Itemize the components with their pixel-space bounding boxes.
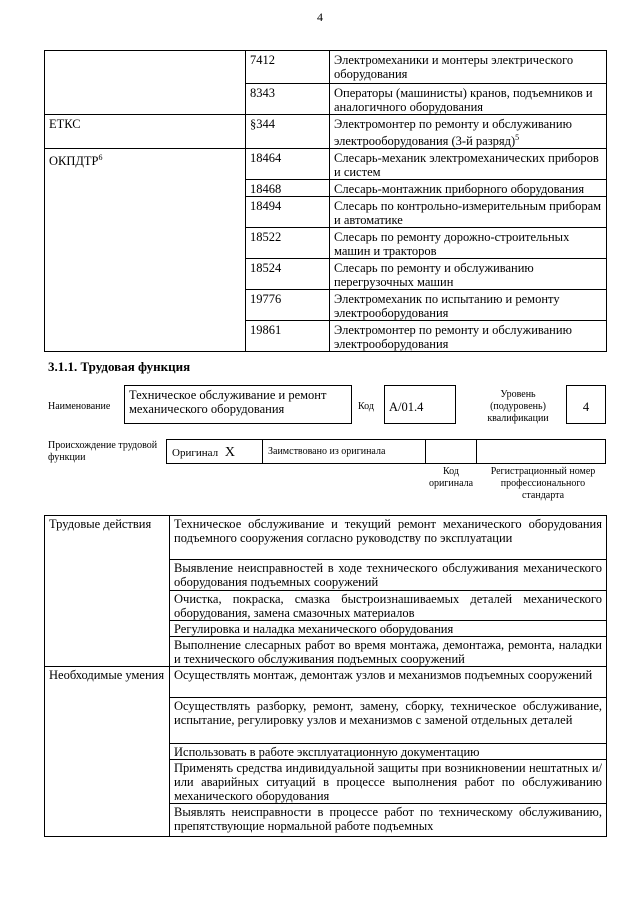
level-label: Уровень (подуровень) квалификации — [487, 389, 549, 424]
page-number: 4 — [317, 10, 323, 24]
skills-label: Необходимые умения — [45, 667, 170, 837]
code-cell: 18468 — [246, 180, 330, 197]
table-row — [45, 149, 607, 180]
skill-item: Выявлять неисправности в процессе работ по техническому обслуживанию, препятствующие нормальной работе подъемных — [170, 804, 607, 837]
code-cell: 18522 — [246, 228, 330, 259]
labor-action-item: Техническое обслуживание и текущий ремонт механического оборудования подъемного сооружения согласно руководству по эксплуатации — [170, 516, 607, 560]
name-cell: Слесарь-монтажник приборного оборудования — [330, 180, 607, 197]
origin-divider-2 — [476, 439, 477, 464]
labor-action-item: Выполнение слесарных работ во время монтажа, демонтажа, ремонта, наладки и технического обслуживания подъемных сооружений — [170, 637, 607, 667]
name-cell: Слесарь по контрольно-измерительным приборам и автоматике — [330, 197, 607, 228]
code-cell: §344 — [246, 115, 330, 149]
code-cell: 18464 — [246, 149, 330, 180]
code-cell: 19776 — [246, 290, 330, 321]
level-box: 4 — [566, 385, 606, 424]
name-cell: Слесарь-механик электромеханических приборов и систем — [330, 149, 607, 180]
reg-number-caption: Регистрационный номер профессионального стандарта — [490, 466, 596, 501]
classifier-cell: ЕТКС — [45, 115, 246, 149]
code-cell: 18524 — [246, 259, 330, 290]
table-row — [45, 51, 607, 84]
labor-action-item: Очистка, покраска, смазка быстроизнашиваемых деталей механического оборудования, замена смазочных материалов — [170, 591, 607, 621]
skill-item: Осуществлять разборку, ремонт, замену, сборку, техническое обслуживание, испытание, регулировку узлов и механизмов с заменой отдельных деталей — [170, 698, 607, 744]
code-cell: 8343 — [246, 84, 330, 115]
classifier-cell — [45, 149, 246, 352]
name-cell: Слесарь по ремонту дорожно-строительных машин и тракторов — [330, 228, 607, 259]
table-row — [45, 667, 607, 698]
code-cell: 18494 — [246, 197, 330, 228]
code-label: Код — [358, 401, 374, 412]
name-cell: Слесарь по ремонту и обслуживанию перегрузочных машин — [330, 259, 607, 290]
footnote-mark: 6 — [98, 153, 103, 163]
table-row — [45, 516, 607, 560]
details-table — [44, 515, 607, 837]
table-row — [45, 115, 607, 149]
function-name-box: Техническое обслуживание и ремонт механического оборудования — [124, 385, 352, 424]
name-cell: Электромеханик по испытанию и ремонту электрооборудования — [330, 290, 607, 321]
orig-code-caption: Код оригинала — [428, 466, 474, 489]
original-label: Оригинал — [172, 447, 219, 459]
labor-actions-label: Трудовые действия — [45, 516, 170, 667]
function-code-box: A/01.4 — [384, 385, 456, 424]
skill-item: Применять средства индивидуальной защиты при возникновении нештатных и/или аварийных ситуаций в процессе выполнения работ по обслуживанию механического оборудования — [170, 760, 607, 804]
code-cell: 7412 — [246, 51, 330, 84]
code-cell: 19861 — [246, 321, 330, 352]
name-text: Электромонтер по ремонту и обслуживанию электрооборудования (3-й разряд) — [334, 117, 572, 149]
footnote-mark: 5 — [515, 133, 520, 142]
name-cell: Электромеханики и монтеры электрического оборудования — [330, 51, 607, 84]
name-cell: Электромонтер по ремонту и обслуживанию электрооборудования — [330, 321, 607, 352]
section-title: 3.1.1. Трудовая функция — [48, 359, 191, 374]
classifier-text: ОКПДТР — [49, 154, 99, 169]
labor-action-item: Выявление неисправностей в ходе технического обслуживания механического оборудования подъемных сооружений — [170, 560, 607, 591]
skill-item: Использовать в работе эксплуатационную документацию — [170, 744, 607, 760]
original-mark: X — [224, 445, 235, 460]
borrowed-label: Заимствовано из оригинала — [268, 446, 386, 457]
origin-label: Происхождение трудовой функции — [48, 440, 158, 463]
name-cell: Операторы (машинисты) кранов, подъемников и аналогичного оборудования — [330, 84, 607, 115]
name-cell — [330, 115, 607, 149]
name-label: Наименование — [48, 401, 111, 412]
labor-action-item: Регулировка и наладка механического оборудования — [170, 621, 607, 637]
skill-item: Осуществлять монтаж, демонтаж узлов и механизмов подъемных сооружений — [170, 667, 607, 698]
original-option — [172, 445, 235, 461]
classifier-table — [44, 50, 607, 352]
classifier-cell — [45, 51, 246, 115]
